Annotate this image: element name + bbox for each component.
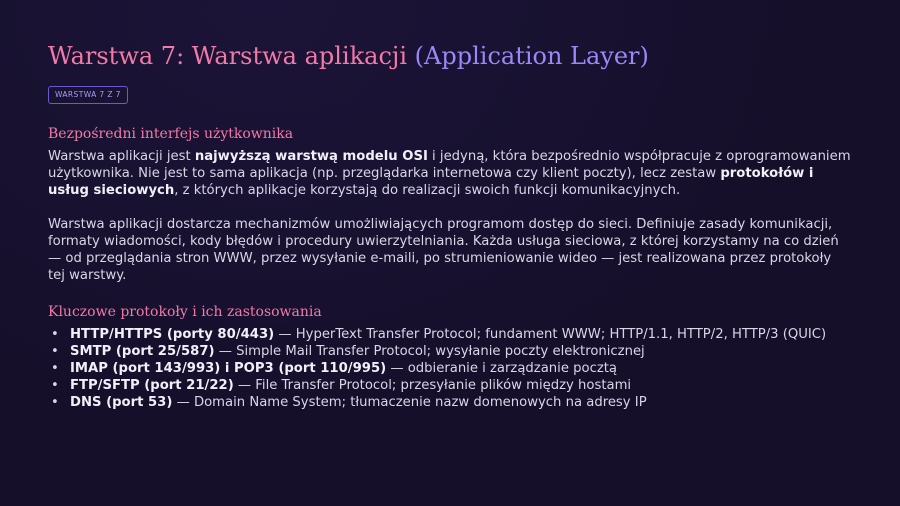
list-item [48,326,852,343]
emphasis-text: protokołów i usług sieciowych [48,166,814,198]
protocol-description: — Simple Mail Transfer Protocol; wysyłanie poczty elektronicznej [214,344,645,359]
list-item [48,360,852,377]
bullet-icon: • [51,361,59,376]
protocol-name: DNS (port 53) [70,395,173,410]
protocol-name: FTP/SFTP (port 21/22) [70,378,234,393]
list-item [48,343,852,360]
list-item [48,394,852,411]
paragraph-details: Warstwa aplikacji dostarcza mechanizmów umożliwiających programom dostęp do sieci. Definiuje zasady komunikacji, formaty wiadomości, kody błędów i procedury uwierzytelniania. Każda usługa sieciowa, z której korzystamy na co dzień — od przeglądania stron WWW, przez wysyłanie e-maili, po strumieniowanie wideo — jest realizowana przez protokoły tej warstwy. [48,217,839,283]
text-segment: Warstwa aplikacji jest [48,149,195,164]
bullet-icon: • [51,327,59,342]
bullet-icon: • [51,344,59,359]
protocol-description: — HyperText Transfer Protocol; fundament WWW; HTTP/1.1, HTTP/2, HTTP/3 (QUIC) [274,327,827,342]
layer-badge: WARSTWA 7 Z 7 [48,86,128,104]
section-heading-interface: Bezpośredni interfejs użytkownika [48,126,294,142]
list-item [48,377,852,394]
protocol-description: — Domain Name System; tłumaczenie nazw domenowych na adresy IP [172,395,647,410]
protocol-name: SMTP (port 25/587) [70,344,215,359]
protocol-list [48,326,852,411]
section-heading-protocols: Kluczowe protokoły i ich zastosowania [48,304,322,320]
protocol-name: HTTP/HTTPS (porty 80/443) [70,327,275,342]
title-sub: (Application Layer) [414,42,649,70]
text-segment: i jedyną, która bezpośrednio współpracuje z oprogramowaniem użytkownika. Nie jest to sama aplikacja (np. przeglądarka internetowa czy klient poczty), lecz zestaw [48,149,851,181]
text-segment: , z których aplikacje korzystają do realizacji swoich funkcji komunikacyjnych. [174,183,681,198]
emphasis-text: najwyższą warstwą modelu OSI [194,149,428,164]
protocol-description: — odbieranie i zarządzanie pocztą [386,361,617,376]
protocol-description: — File Transfer Protocol; przesyłanie plików między hostami [233,378,632,393]
protocol-name: IMAP (port 143/993) i POP3 (port 110/995) [70,361,387,376]
paragraph-intro [48,148,852,199]
bullet-icon: • [51,395,59,410]
bullet-icon: • [51,378,59,393]
page-title [48,40,852,72]
title-main: Warstwa 7: Warstwa aplikacji [48,42,408,70]
